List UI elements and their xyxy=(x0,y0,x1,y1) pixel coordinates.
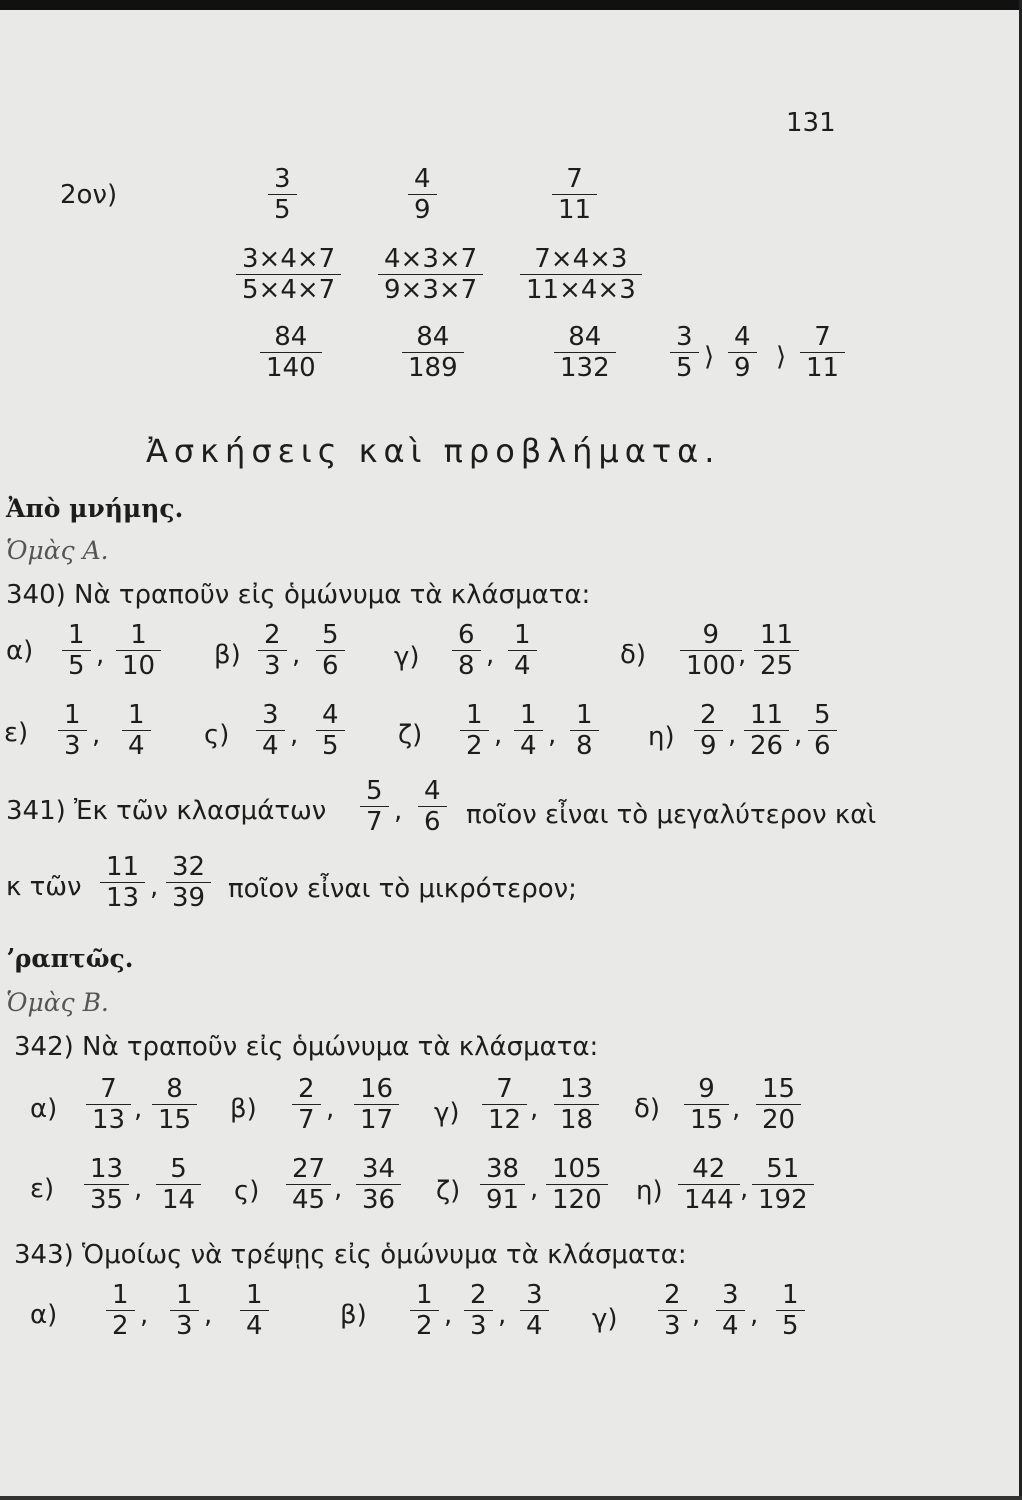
comparison-fraction xyxy=(800,322,845,383)
numerator: 1 xyxy=(416,1280,433,1310)
fraction xyxy=(258,620,287,681)
numerator: 4 xyxy=(734,322,751,352)
comma-separator: , xyxy=(548,720,557,750)
comma-separator: , xyxy=(494,720,503,750)
denominator: 5 xyxy=(274,195,291,225)
comma-separator: , xyxy=(530,1174,539,1204)
numerator: 4 xyxy=(414,164,431,194)
numerator: 9 xyxy=(698,1074,715,1104)
denominator: 5×4×7 xyxy=(242,275,336,305)
numerator: 3×4×7 xyxy=(242,244,336,274)
numerator: 7 xyxy=(814,322,831,352)
denominator: 3 xyxy=(264,651,281,681)
fraction xyxy=(756,1074,801,1135)
exercise-341-prefix2: κ τῶν xyxy=(6,872,82,902)
denominator: 17 xyxy=(360,1105,394,1135)
comma-separator: , xyxy=(290,720,299,750)
fraction xyxy=(356,1154,401,1215)
denominator: 5 xyxy=(322,731,339,761)
group-a-label: Ὁμὰς Α. xyxy=(6,536,109,565)
item-label: β) xyxy=(340,1300,367,1330)
from-memory-label: Ἀπὸ μνήμης. xyxy=(6,494,184,523)
result-fraction xyxy=(402,322,464,383)
denominator: 6 xyxy=(814,731,831,761)
denominator: 12 xyxy=(488,1105,522,1135)
greater-than-symbol: ⟩ xyxy=(704,342,715,372)
numerator: 3 xyxy=(274,164,291,194)
item-label: α) xyxy=(30,1094,58,1124)
denominator: 39 xyxy=(172,883,206,913)
fraction xyxy=(86,1074,131,1135)
denominator: 6 xyxy=(424,807,441,837)
fraction xyxy=(152,1074,197,1135)
comma-separator: , xyxy=(92,720,101,750)
exercise-341-text: 341) Ἐκ τῶν κλασμάτων xyxy=(6,796,327,826)
numerator: 11 xyxy=(106,852,140,882)
item-label: ζ) xyxy=(436,1176,461,1206)
exercise-340-text: 340) Νὰ τραποῦν εἰς ὁμώνυμα τὰ κλάσματα: xyxy=(6,580,591,610)
numerator: 5 xyxy=(170,1154,187,1184)
numerator: 6 xyxy=(458,620,475,650)
fraction xyxy=(678,1154,740,1215)
numerator: 2 xyxy=(470,1280,487,1310)
comma-separator: , xyxy=(732,1094,741,1124)
denominator: 3 xyxy=(664,1311,681,1341)
numerator: 27 xyxy=(292,1154,326,1184)
numerator: 13 xyxy=(90,1154,124,1184)
numerator: 13 xyxy=(560,1074,594,1104)
denominator: 5 xyxy=(782,1311,799,1341)
comparison-fraction xyxy=(728,322,757,383)
fraction xyxy=(482,1074,527,1135)
denominator: 9×3×7 xyxy=(384,275,478,305)
fraction xyxy=(100,852,145,913)
numerator: 1 xyxy=(68,620,85,650)
product-fraction xyxy=(378,244,483,305)
numerator: 5 xyxy=(366,776,383,806)
greater-than-symbol: ⟩ xyxy=(776,342,787,372)
numerator: 2 xyxy=(700,700,717,730)
item-label: α) xyxy=(6,636,34,666)
fraction xyxy=(684,1074,729,1135)
fraction xyxy=(170,1280,199,1341)
fraction xyxy=(360,776,389,837)
numerator: 51 xyxy=(766,1154,800,1184)
denominator: 11 xyxy=(806,353,840,383)
denominator: 7 xyxy=(298,1105,315,1135)
numerator: 4 xyxy=(322,700,339,730)
fraction xyxy=(808,700,837,761)
denominator: 35 xyxy=(90,1185,124,1215)
denominator: 7 xyxy=(366,807,383,837)
denominator: 15 xyxy=(690,1105,724,1135)
denominator: 4 xyxy=(722,1311,739,1341)
fraction xyxy=(520,1280,549,1341)
fraction xyxy=(316,700,345,761)
denominator: 26 xyxy=(750,731,784,761)
comma-separator: , xyxy=(134,1174,143,1204)
comma-separator: , xyxy=(134,1094,143,1124)
comma-separator: , xyxy=(394,796,403,826)
numerator: 1 xyxy=(782,1280,799,1310)
fraction xyxy=(552,164,597,225)
fraction xyxy=(508,620,537,681)
fraction xyxy=(256,700,285,761)
denominator: 100 xyxy=(686,651,736,681)
exercise-343-text: 343) Ὁμοίως νὰ τρέψῃς εἰς ὁμώνυμα τὰ κλάσματα: xyxy=(14,1240,687,1270)
fraction xyxy=(292,1074,321,1135)
denominator: 8 xyxy=(576,731,593,761)
item-label: δ) xyxy=(634,1094,661,1124)
numerator: 3 xyxy=(526,1280,543,1310)
fraction xyxy=(122,700,151,761)
denominator: 9 xyxy=(734,353,751,383)
item-label: β) xyxy=(230,1094,257,1124)
denominator: 11×4×3 xyxy=(526,275,636,305)
result-fraction xyxy=(260,322,322,383)
section-heading: Ἀσκήσεις καὶ προβλήματα. xyxy=(146,432,721,470)
denominator: 14 xyxy=(162,1185,196,1215)
fraction xyxy=(62,620,91,681)
denominator: 4 xyxy=(514,651,531,681)
denominator: 36 xyxy=(362,1185,396,1215)
denominator: 5 xyxy=(68,651,85,681)
item-label: α) xyxy=(30,1300,58,1330)
fraction xyxy=(166,852,211,913)
fraction xyxy=(554,1074,599,1135)
denominator: 25 xyxy=(760,651,794,681)
comma-separator: , xyxy=(334,1174,343,1204)
denominator: 120 xyxy=(552,1185,602,1215)
scan-bottom-border xyxy=(0,1496,1022,1500)
numerator: 15 xyxy=(762,1074,796,1104)
denominator: 192 xyxy=(758,1185,808,1215)
comma-separator: , xyxy=(150,872,159,902)
part2-label: 2ον) xyxy=(60,180,118,210)
group-b-label: Ὁμὰς Β. xyxy=(6,988,109,1017)
product-fraction xyxy=(236,244,341,305)
product-fraction xyxy=(520,244,642,305)
numerator: 1 xyxy=(112,1280,129,1310)
fraction xyxy=(84,1154,129,1215)
numerator: 2 xyxy=(298,1074,315,1104)
denominator: 3 xyxy=(176,1311,193,1341)
item-label: ς) xyxy=(204,720,230,750)
denominator: 132 xyxy=(560,353,610,383)
numerator: 11 xyxy=(750,700,784,730)
denominator: 2 xyxy=(112,1311,129,1341)
item-label: ε) xyxy=(30,1174,55,1204)
item-label: β) xyxy=(214,640,241,670)
denominator: 13 xyxy=(92,1105,126,1135)
fraction xyxy=(570,700,599,761)
fraction xyxy=(286,1154,331,1215)
fraction xyxy=(680,620,742,681)
numerator: 38 xyxy=(486,1154,520,1184)
comma-separator: , xyxy=(292,640,301,670)
numerator: 42 xyxy=(692,1154,726,1184)
numerator: 7×4×3 xyxy=(534,244,628,274)
comma-separator: , xyxy=(728,720,737,750)
numerator: 7 xyxy=(100,1074,117,1104)
numerator: 84 xyxy=(274,322,308,352)
denominator: 3 xyxy=(470,1311,487,1341)
item-label: δ) xyxy=(620,640,647,670)
result-fraction xyxy=(554,322,616,383)
numerator: 3 xyxy=(676,322,693,352)
comparison-fraction xyxy=(670,322,699,383)
denominator: 11 xyxy=(558,195,592,225)
denominator: 2 xyxy=(466,731,483,761)
item-label: γ) xyxy=(434,1098,460,1128)
denominator: 18 xyxy=(560,1105,594,1135)
comma-separator: , xyxy=(794,720,803,750)
fraction xyxy=(776,1280,805,1341)
item-label: γ) xyxy=(394,642,420,672)
fraction xyxy=(58,700,87,761)
comma-separator: , xyxy=(498,1300,507,1330)
numerator: 84 xyxy=(568,322,602,352)
numerator: 84 xyxy=(416,322,450,352)
denominator: 9 xyxy=(414,195,431,225)
fraction xyxy=(744,700,789,761)
denominator: 5 xyxy=(676,353,693,383)
denominator: 189 xyxy=(408,353,458,383)
numerator: 1 xyxy=(176,1280,193,1310)
numerator: 1 xyxy=(128,700,145,730)
denominator: 4 xyxy=(128,731,145,761)
fraction xyxy=(240,1280,269,1341)
numerator: 8 xyxy=(166,1074,183,1104)
comma-separator: , xyxy=(530,1094,539,1124)
numerator: 32 xyxy=(172,852,206,882)
item-label: ε) xyxy=(4,718,29,748)
fraction xyxy=(460,700,489,761)
comma-separator: , xyxy=(750,1300,759,1330)
fraction xyxy=(464,1280,493,1341)
numerator: 105 xyxy=(552,1154,602,1184)
fraction xyxy=(354,1074,399,1135)
numerator: 3 xyxy=(722,1280,739,1310)
fraction xyxy=(546,1154,608,1215)
numerator: 1 xyxy=(520,700,537,730)
comma-separator: , xyxy=(486,640,495,670)
numerator: 2 xyxy=(664,1280,681,1310)
fraction xyxy=(156,1154,201,1215)
denominator: 3 xyxy=(64,731,81,761)
numerator: 3 xyxy=(262,700,279,730)
comma-separator: , xyxy=(326,1094,335,1124)
denominator: 13 xyxy=(106,883,140,913)
numerator: 5 xyxy=(814,700,831,730)
denominator: 144 xyxy=(684,1185,734,1215)
denominator: 4 xyxy=(526,1311,543,1341)
numerator: 4 xyxy=(424,776,441,806)
comma-separator: , xyxy=(738,640,747,670)
page-number: 131 xyxy=(786,108,836,138)
numerator: 1 xyxy=(514,620,531,650)
numerator: 1 xyxy=(466,700,483,730)
fraction xyxy=(514,700,543,761)
written-label: ʼραπτῶς. xyxy=(6,944,134,973)
numerator: 1 xyxy=(246,1280,263,1310)
exercise-341-middle: ποῖον εἶναι τὸ μεγαλύτερον καὶ xyxy=(466,800,877,830)
numerator: 1 xyxy=(130,620,147,650)
fraction xyxy=(268,164,297,225)
fraction xyxy=(452,620,481,681)
exercise-342-text: 342) Νὰ τραποῦν εἰς ὁμώνυμα τὰ κλάσματα: xyxy=(14,1032,599,1062)
numerator: 2 xyxy=(264,620,281,650)
fraction xyxy=(752,1154,814,1215)
fraction xyxy=(418,776,447,837)
numerator: 34 xyxy=(362,1154,396,1184)
numerator: 16 xyxy=(360,1074,394,1104)
item-label: η) xyxy=(636,1176,663,1206)
scan-top-border xyxy=(0,0,1022,10)
item-label: η) xyxy=(648,722,675,752)
fraction xyxy=(658,1280,687,1341)
denominator: 4 xyxy=(246,1311,263,1341)
item-label: ζ) xyxy=(398,720,423,750)
fraction xyxy=(480,1154,525,1215)
denominator: 91 xyxy=(486,1185,520,1215)
denominator: 140 xyxy=(266,353,316,383)
denominator: 4 xyxy=(262,731,279,761)
denominator: 15 xyxy=(158,1105,192,1135)
fraction xyxy=(694,700,723,761)
numerator: 5 xyxy=(322,620,339,650)
fraction xyxy=(106,1280,135,1341)
denominator: 20 xyxy=(762,1105,796,1135)
fraction xyxy=(408,164,437,225)
numerator: 7 xyxy=(496,1074,513,1104)
exercise-341-suffix: ποῖον εἶναι τὸ μικρότερον; xyxy=(228,874,577,904)
numerator: 11 xyxy=(760,620,794,650)
fraction xyxy=(716,1280,745,1341)
denominator: 10 xyxy=(122,651,156,681)
fraction xyxy=(754,620,799,681)
comma-separator: , xyxy=(204,1300,213,1330)
numerator: 9 xyxy=(702,620,720,650)
fraction xyxy=(116,620,161,681)
item-label: ς) xyxy=(234,1176,260,1206)
fraction xyxy=(410,1280,439,1341)
denominator: 9 xyxy=(700,731,717,761)
comma-separator: , xyxy=(96,640,105,670)
fraction xyxy=(316,620,345,681)
comma-separator: , xyxy=(140,1300,149,1330)
denominator: 6 xyxy=(322,651,339,681)
numerator: 7 xyxy=(566,164,583,194)
denominator: 45 xyxy=(292,1185,326,1215)
comma-separator: , xyxy=(692,1300,701,1330)
denominator: 4 xyxy=(520,731,537,761)
denominator: 2 xyxy=(416,1311,433,1341)
denominator: 8 xyxy=(458,651,475,681)
item-label: γ) xyxy=(592,1304,618,1334)
numerator: 4×3×7 xyxy=(384,244,478,274)
comma-separator: , xyxy=(740,1174,749,1204)
comma-separator: , xyxy=(444,1300,453,1330)
numerator: 1 xyxy=(64,700,81,730)
numerator: 1 xyxy=(576,700,593,730)
